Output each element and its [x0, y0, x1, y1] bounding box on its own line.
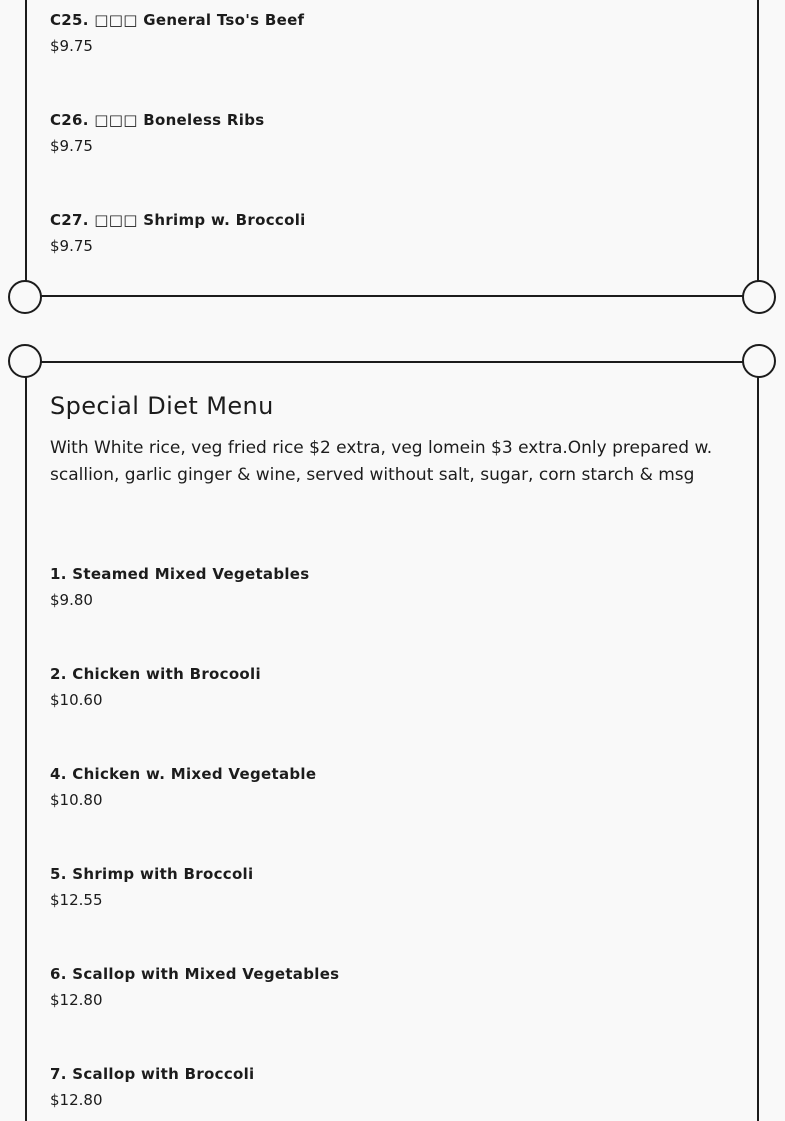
item-price: $9.75 — [50, 137, 93, 155]
menu-item — [50, 864, 253, 910]
item-name: 2. Chicken with Brocooli — [50, 665, 261, 683]
item-price: $9.75 — [50, 237, 93, 255]
menu-item — [50, 110, 264, 156]
menu-item — [50, 764, 316, 810]
item-name: 7. Scallop with Broccoli — [50, 1065, 255, 1083]
corner-decoration — [742, 344, 776, 378]
corner-decoration — [8, 280, 42, 314]
section-title: Special Diet Menu — [50, 392, 274, 420]
special-diet-section-card — [25, 361, 759, 1121]
item-name: 5. Shrimp with Broccoli — [50, 865, 254, 883]
menu-item — [50, 664, 261, 710]
menu-section-card — [25, 0, 759, 297]
menu-item — [50, 210, 306, 256]
menu-item — [50, 10, 304, 56]
menu-item — [50, 564, 310, 610]
corner-decoration — [742, 280, 776, 314]
corner-decoration — [8, 344, 42, 378]
item-price: $10.80 — [50, 791, 103, 809]
item-price: $12.55 — [50, 891, 103, 909]
item-price: $9.75 — [50, 37, 93, 55]
menu-item — [50, 1064, 255, 1110]
item-name: 4. Chicken w. Mixed Vegetable — [50, 765, 317, 783]
item-price: $12.80 — [50, 1091, 103, 1109]
menu-item — [50, 964, 339, 1010]
section-description: With White rice, veg fried rice $2 extra, veg lomein $3 extra.Only prepared w. scallion, garlic ginger & wine, served without salt, sugar, corn starch & msg — [50, 438, 713, 485]
item-name: 6. Scallop with Mixed Vegetables — [50, 965, 340, 983]
item-name: 1. Steamed Mixed Vegetables — [50, 565, 310, 583]
item-price: $10.60 — [50, 691, 103, 709]
item-name: C27. □□□ Shrimp w. Broccoli — [50, 211, 306, 229]
item-name: C25. □□□ General Tso's Beef — [50, 11, 305, 29]
item-price: $12.80 — [50, 991, 103, 1009]
item-name: C26. □□□ Boneless Ribs — [50, 111, 265, 129]
item-price: $9.80 — [50, 591, 93, 609]
